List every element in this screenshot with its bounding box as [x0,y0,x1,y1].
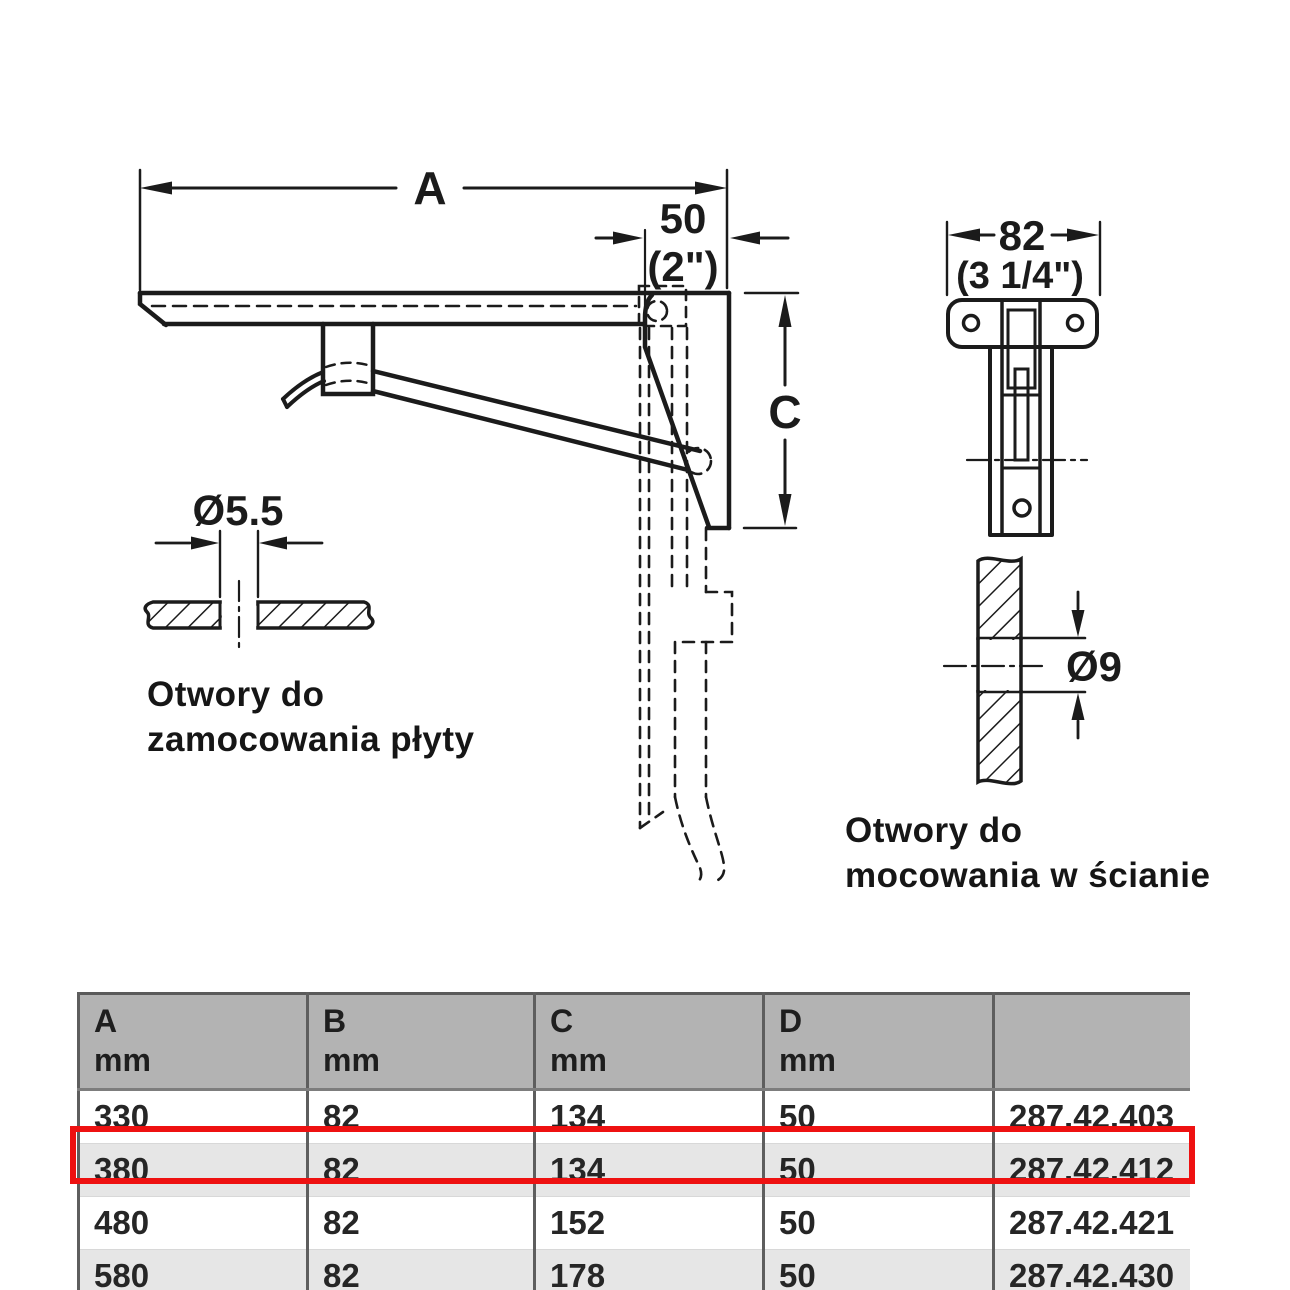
dim-a-label: A [413,162,447,214]
header-b [308,994,535,1090]
header-article [994,994,1190,1090]
dim-50-inch-label: (2") [647,243,719,290]
cell-c: 134 [535,1144,764,1197]
cell-d: 50 [764,1250,994,1290]
caption-plate-holes [147,672,474,762]
caption-plate-line1: Otwory do [147,675,325,714]
cell-b: 82 [308,1144,535,1197]
cell-d: 50 [764,1090,994,1144]
header-d-unit: mm [779,1042,836,1078]
cell-b: 82 [308,1090,535,1144]
dim-diameter-9-label: Ø9 [1065,643,1123,690]
dim-c-label: C [768,386,802,438]
dim-82-inch-label: (3 1/4") [956,255,1084,297]
dim-50-label: 50 [659,195,707,242]
table-row [79,1250,1190,1290]
cell-c: 152 [535,1197,764,1250]
header-c [535,994,764,1090]
caption-wall-line2: mocowania w ścianie [845,856,1211,895]
caption-wall-line1: Otwory do [845,811,1023,850]
cell-c: 178 [535,1250,764,1290]
table-row [79,1197,1190,1250]
cell-a: 330 [79,1090,308,1144]
table-row-highlighted [79,1144,1190,1197]
header-c-unit: mm [550,1042,607,1078]
cell-article: 287.42.421 [994,1197,1190,1250]
header-c-letter: C [550,1003,574,1039]
dim-82-label: 82 [998,212,1046,259]
folded-position-outline [640,328,732,884]
cell-a: 580 [79,1250,308,1290]
header-b-unit: mm [323,1042,380,1078]
plate-hole-detail [145,531,373,650]
brace-arm [373,371,700,470]
cell-d: 50 [764,1197,994,1250]
caption-wall-holes [845,808,1210,898]
header-a [79,994,308,1090]
wall-hole-section [944,558,1085,783]
table-header-row [79,994,1190,1090]
cell-article: 287.42.430 [994,1250,1190,1290]
header-d [764,994,994,1090]
header-b-letter: B [323,1003,347,1039]
cell-b: 82 [308,1197,535,1250]
cell-c: 134 [535,1090,764,1144]
header-a-letter: A [94,1003,118,1039]
dimensions-table [77,992,1190,1290]
cell-a: 380 [79,1144,308,1197]
pivot-block [323,324,373,394]
table-row [79,1090,1190,1144]
header-d-letter: D [779,1003,803,1039]
dim-diameter-5-5-label: Ø5.5 [192,487,284,534]
cell-article: 287.42.403 [994,1090,1190,1144]
header-a-unit: mm [94,1042,151,1078]
caption-plate-line2: zamocowania płyty [147,720,475,759]
cell-d: 50 [764,1144,994,1197]
cell-article: 287.42.412 [994,1144,1190,1197]
cell-a: 480 [79,1197,308,1250]
shelf-board [140,293,729,325]
cell-b: 82 [308,1250,535,1290]
release-lever [283,372,324,407]
